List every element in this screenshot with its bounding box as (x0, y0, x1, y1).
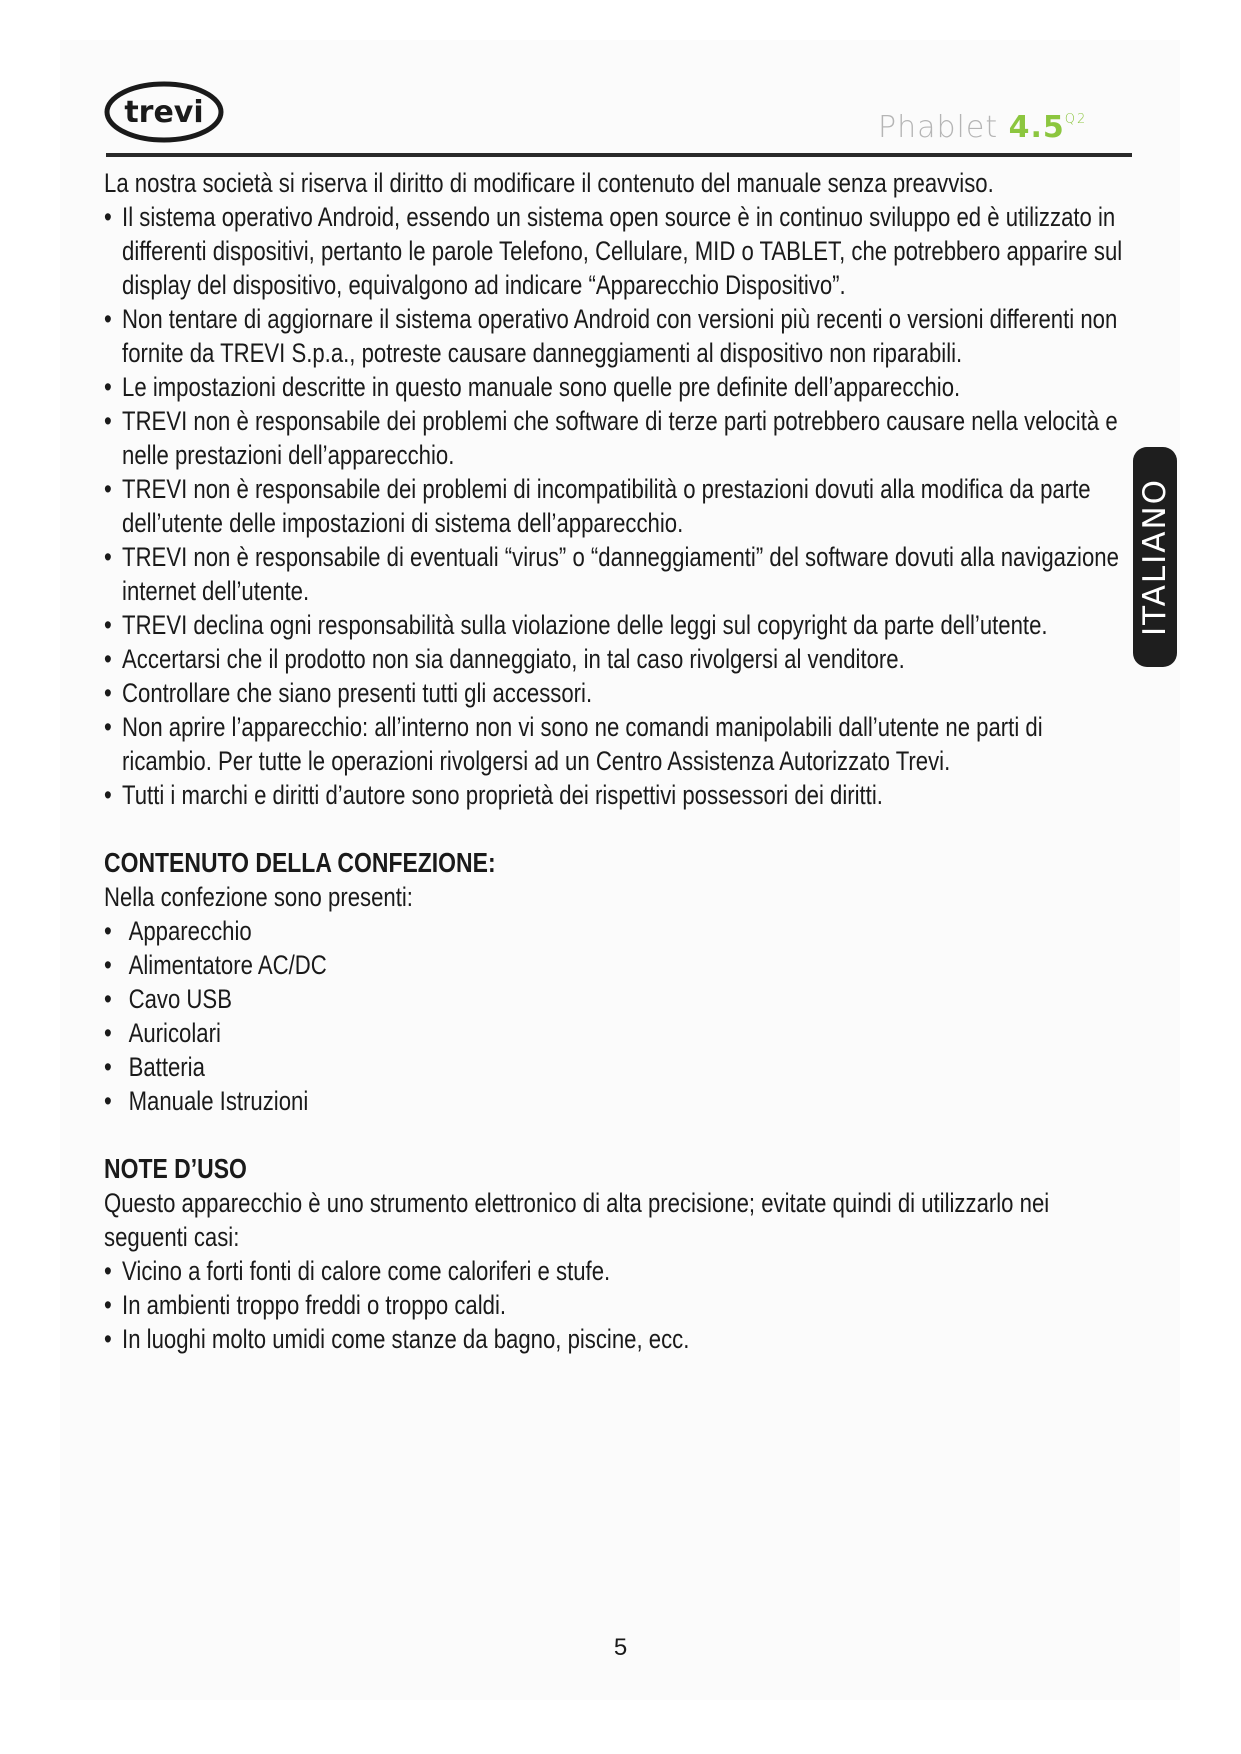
language-tab (1133, 447, 1177, 667)
header-rule (106, 153, 1132, 157)
usage-notes-title: NOTE D’USO (104, 1153, 247, 1184)
usage-note-item: • Vicino a forti fonti di calore come caloriferi e stufe. (104, 1256, 611, 1286)
notice-item: • Accertarsi che il prodotto non sia danneggiato, in tal caso rivolgersi al venditore. (104, 644, 905, 674)
notice-item: • TREVI non è responsabile dei problemi che software di terze parti potrebbero causare nella velocità e nelle prestazioni dell’apparecchio. (104, 406, 1118, 470)
notice-item: • Le impostazioni descritte in questo manuale sono quelle pre definite dell’apparecchio. (104, 372, 961, 402)
list-item: • Apparecchio (104, 916, 252, 946)
model-version: 4.5 (1008, 110, 1065, 145)
usage-notes-intro: Questo apparecchio è uno strumento elettronico di alta precisione; evitate quindi di utilizzarlo nei seguenti casi: (104, 1188, 1050, 1252)
notice-item: • TREVI declina ogni responsabilità sulla violazione delle leggi sul copyright da parte dell’utente. (104, 610, 1048, 640)
svg-text:trevi: trevi (124, 95, 204, 130)
list-item: • Cavo USB (104, 984, 232, 1014)
model-suffix: Q2 (1064, 112, 1088, 127)
notice-item: • TREVI non è responsabile dei problemi di incompatibilità o prestazioni dovuti alla modifica da parte dell’utente delle impostazioni di sistema dell’apparecchio. (104, 474, 1091, 538)
notices-section (104, 166, 1134, 1356)
list-item: • Manuale Istruzioni (104, 1086, 309, 1116)
page-number: 5 (613, 1634, 628, 1661)
list-item: • Auricolari (104, 1018, 221, 1048)
model-name: Phablet (878, 110, 999, 145)
trevi-logo (103, 80, 225, 144)
manual-content (104, 166, 1134, 1356)
package-contents-intro: Nella confezione sono presenti: (104, 882, 413, 912)
notice-item: • Non tentare di aggiornare il sistema operativo Android con versioni più recenti o versioni differenti non fornite da TREVI S.p.a., potreste causare danneggiamenti al dispositivo non riparabili. (104, 304, 1118, 368)
usage-note-item: • In luoghi molto umidi come stanze da bagno, piscine, ecc. (104, 1324, 690, 1354)
model-title (878, 110, 1087, 145)
notice-item: • Controllare che siano presenti tutti gli accessori. (104, 678, 593, 708)
notice-item: • Il sistema operativo Android, essendo un sistema open source è in continuo sviluppo ed è utilizzato in differenti dispositivi, pertanto le parole Telefono, Cellulare, MID o TABLET, che potrebbero apparire sul display del dispositivo, equivalgono ad indicare “Apparecchio Dispositivo”. (104, 202, 1123, 300)
notice-item: • TREVI non è responsabile di eventuali “virus” o “danneggiamenti” del software dovuti alla navigazione internet dell’utente. (104, 542, 1119, 606)
intro-text: La nostra società si riserva il diritto di modificare il contenuto del manuale senza preavviso. (104, 168, 994, 198)
package-contents-title: CONTENUTO DELLA CONFEZIONE: (104, 847, 496, 878)
usage-note-item: • In ambienti troppo freddi o troppo caldi. (104, 1290, 507, 1320)
notice-item: • Tutti i marchi e diritti d’autore sono proprietà dei rispettivi possessori dei diritti. (104, 780, 883, 810)
language-tab-label: ITALIANO (1137, 477, 1173, 637)
notice-item: • Non aprire l’apparecchio: all’interno non vi sono ne comandi manipolabili dall’utente ne parti di ricambio. Per tutte le operazioni rivolgersi ad un Centro Assistenza Autorizzato Trevi. (104, 712, 1043, 776)
list-item: • Alimentatore AC/DC (104, 950, 327, 980)
list-item: • Batteria (104, 1052, 205, 1082)
